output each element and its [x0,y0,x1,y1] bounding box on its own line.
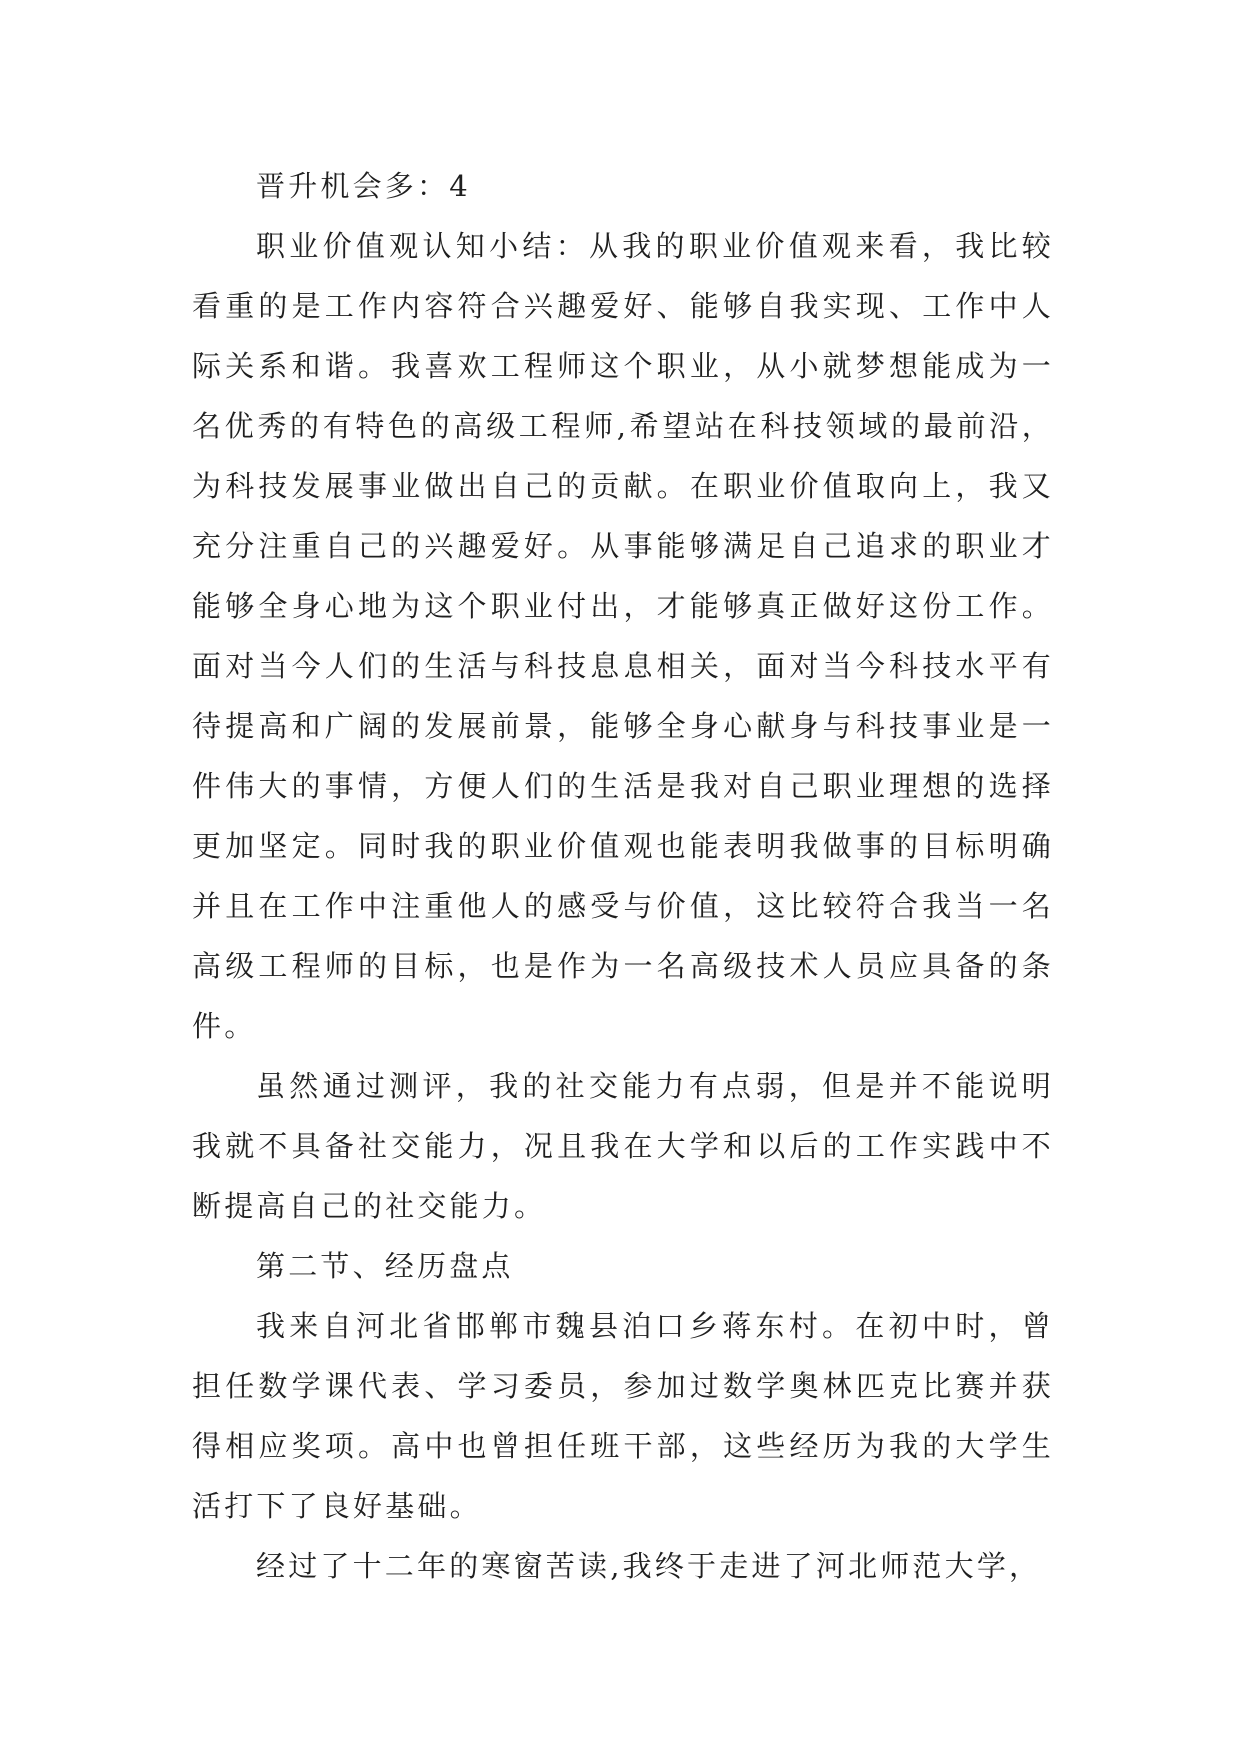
promotion-score-line: 晋升机会多：4 [256,169,471,203]
document-body [192,156,1054,1596]
social-ability-paragraph: 虽然通过测评，我的社交能力有点弱，但是并不能说明我就不具备社交能力，况且我在大学和以后的工作实践中不断提高自己的社交能力。 [192,1069,1054,1223]
value-summary-paragraph: 职业价值观认知小结：从我的职业价值观来看，我比较看重的是工作内容符合兴趣爱好、能够自我实现、工作中人际关系和谐。我喜欢工程师这个职业，从小就梦想能成为一名优秀的有特色的高级工程师,希望站在科技领域的最前沿，为科技发展事业做出自己的贡献。在职业价值取向上，我又充分注重自己的兴趣爱好。从事能够满足自己追求的职业才能够全身心地为这个职业付出，才能够真正做好这份工作。面对当今人们的生活与科技息息相关，面对当今科技水平有待提高和广阔的发展前景，能够全身心献身与科技事业是一件伟大的事情，方便人们的生活是我对自己职业理想的选择更加坚定。同时我的职业价值观也能表明我做事的目标明确并且在工作中注重他人的感受与价值，这比较符合我当一名高级工程师的目标，也是作为一名高级技术人员应具备的条件。 [192,229,1054,1043]
university-paragraph: 经过了十二年的寒窗苦读,我终于走进了河北师范大学， [256,1549,1042,1583]
background-paragraph: 我来自河北省邯郸市魏县泊口乡蒋东村。在初中时，曾担任数学课代表、学习委员，参加过数学奥林匹克比赛并获得相应奖项。高中也曾担任班干部，这些经历为我的大学生活打下了良好基础。 [192,1309,1054,1523]
section-heading: 第二节、经历盘点 [256,1249,514,1283]
